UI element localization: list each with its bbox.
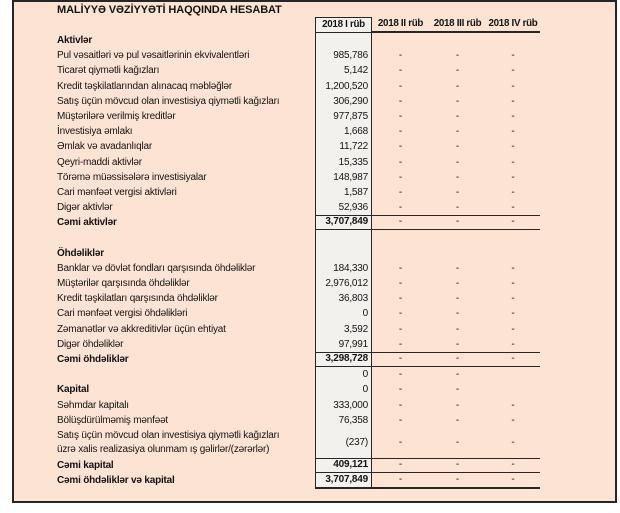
table-row [14,276,615,291]
value-cell-q2 [372,246,429,261]
row-filler [540,382,615,397]
value-cell-q3: - [455,171,460,183]
value-cell-q1: 3,707,849 [315,215,372,230]
value-cell-q3: - [455,278,460,289]
value-cell-q4: - [511,186,515,198]
value-cell-q3: - [455,95,460,107]
value-cell-q2: - [398,369,403,381]
row-label: Satış üçün mövcud olan investisiya qiymətli kağızları üzrə xalis realizasiya olunmam ış gəlirlər/(zərərlər) [57,429,280,456]
value-cell-q2 [372,230,429,245]
value-cell-q2: - [398,414,403,426]
value-cell-q2: - [398,436,403,448]
row-filler [540,413,615,428]
value-cell-q2 [372,33,429,48]
row-label: Törəmə müəssisələrə investisiyalar [57,171,207,183]
value-cell-q2: - [398,399,403,411]
value-cell-q2: - [398,262,403,274]
value-cell-q4: - [511,262,515,274]
row-label: Kredit təşkilatları qarşısında öhdəliklər [57,293,218,305]
row-label: İnvestisiya əmlakı [57,126,133,138]
table-row [14,79,615,94]
value-cell-q2: - [398,156,403,168]
value-cell-q3: - [455,308,460,320]
value-cell-q3: - [429,473,486,489]
row-label: Cəmi aktivlər [57,217,117,229]
column-header-q1: 2018 I rüb [315,17,372,33]
value-cell-q3: - [455,414,460,426]
value-cell-q1: 52,936 [315,200,372,215]
row-filler [540,352,615,367]
value-cell-q2: - [398,202,403,214]
row-label [14,230,315,245]
value-cell-q3: - [455,436,460,448]
column-header-q4: 2018 IV rüb [486,17,540,33]
value-cell-q3: - [455,80,460,92]
table-row [14,139,615,154]
table-row [14,94,615,109]
value-cell-q2: - [398,141,403,153]
table-row [14,155,615,170]
row-filler [540,261,615,276]
row-filler [540,79,615,94]
value-cell-q2: - [398,338,403,350]
value-cell-q4: - [511,95,515,107]
row-label: Cəmi kapital [57,460,114,472]
row-filler [540,428,615,458]
value-cell-q3: - [455,156,460,168]
value-cell-q2: - [372,352,429,367]
row-filler [540,155,615,170]
row-filler [540,473,615,489]
value-cell-q3: - [455,262,460,274]
table-row [14,215,615,230]
value-cell-q2: - [398,278,403,289]
column-header-q3: 2018 III rüb [429,17,486,33]
table-row [14,413,615,428]
column-header-row [14,17,615,33]
value-cell-q2: - [398,110,403,122]
value-cell-q2: - [398,65,403,77]
row-filler [540,109,615,124]
table-row [14,109,615,124]
row-label: Kredit təşkilatlarından alınacaq məbləğlər [57,80,233,92]
value-cell-q2: - [398,308,403,320]
value-cell-q2: - [398,384,403,396]
value-cell-q3: - [429,352,486,367]
value-cell-q1: 3,592 [315,322,372,337]
value-cell-q4: - [511,293,515,305]
value-cell-q4 [486,33,540,48]
value-cell-q3: - [455,369,460,381]
value-cell-q1: 11,722 [315,139,372,154]
value-cell-q1: (237) [315,428,372,458]
row-label: Səhmdar kapitalı [57,399,129,411]
row-filler [540,48,615,63]
value-cell-q1: 5,142 [315,63,372,78]
row-label: Cəmi öhdəliklər və kapital [57,475,175,487]
value-cell-q1: 306,290 [315,94,372,109]
value-cell-q1: 1,587 [315,185,372,200]
value-cell-q4: - [511,323,515,335]
table-row [14,458,615,473]
value-cell-q4: - [511,202,515,214]
value-cell-q3: - [455,293,460,305]
table-row [14,48,615,63]
table-row [14,170,615,185]
value-cell-q1: 2,976,012 [315,276,372,291]
value-cell-q4: - [486,352,540,367]
financial-statement-table [14,17,615,489]
row-filler [540,458,615,473]
value-cell-q3: - [455,50,460,62]
value-cell-q4: - [511,308,515,320]
table-row [14,322,615,337]
value-cell-q3: - [455,338,460,350]
row-filler [540,230,615,245]
page-title: MALİYYƏ VƏZİYYƏTİ HAQQINDA HESABAT [57,4,282,16]
value-cell-q1: 3,298,728 [315,352,372,367]
value-cell-q2: - [398,80,403,92]
row-label: Digər aktivlər [57,202,113,214]
table-row [14,291,615,306]
value-cell-q4: - [486,473,540,489]
value-cell-q4 [486,382,540,397]
value-cell-q2: - [372,458,429,473]
value-cell-q2: - [398,186,403,198]
row-label: Öhdəliklər [57,247,104,259]
row-label: Bölüşdürülməmiş mənfəət [57,414,169,426]
row-filler [540,33,615,48]
row-filler [540,276,615,291]
row-label: Əmlak və avadanlıqlar [57,141,153,153]
value-cell-q2: - [398,126,403,138]
value-cell-q1: 333,000 [315,398,372,413]
statement-rows [14,33,615,489]
value-cell-q1: 1,668 [315,124,372,139]
row-filler [540,185,615,200]
value-cell-q3: - [455,65,460,77]
value-cell-q3: - [455,323,460,335]
value-cell-q4: - [511,156,515,168]
row-filler [540,367,615,382]
value-cell-q1: 36,803 [315,291,372,306]
value-cell-q4: - [486,458,540,473]
value-cell-q4: - [511,50,515,62]
table-row [14,230,615,245]
value-cell-q1: 0 [315,306,372,321]
row-filler [540,215,615,230]
row-label: Qeyri-maddi aktivlər [57,156,142,168]
value-cell-q4 [486,246,540,261]
table-row [14,473,615,488]
row-filler [540,94,615,109]
row-label: Müştərilər qarşısında öhdəliklər [57,278,190,289]
value-cell-q1: 76,358 [315,413,372,428]
value-cell-q4: - [511,80,515,92]
value-cell-q4: - [511,436,515,448]
value-cell-q3 [429,33,486,48]
row-filler [540,124,615,139]
row-filler [540,63,615,78]
column-header-q2: 2018 II rüb [372,17,429,33]
row-label: Satış üçün mövcud olan investisiya qiymətli kağızları [57,95,280,107]
row-label: Cari mənfəət vergisi öhdəlikləri [57,308,188,320]
value-cell-q3: - [455,186,460,198]
row-label: Zəmanətlər və akkreditivlər üçün ehtiyat [57,323,226,335]
value-cell-q4: - [511,126,515,138]
table-row [14,352,615,367]
row-label: Cəmi öhdəliklər [57,353,129,365]
value-cell-q2: - [372,473,429,489]
value-cell-q3: - [455,110,460,122]
row-label: Müştərilərə verilmiş kreditlər [57,110,176,122]
row-filler [540,139,615,154]
value-cell-q3: - [455,202,460,214]
row-filler [540,398,615,413]
table-row [14,428,615,458]
row-label: Kapital [57,384,89,396]
row-label: Cari mənfəət vergisi aktivləri [57,186,177,198]
row-filler [540,246,615,261]
value-cell-q3 [429,246,486,261]
table-row [14,398,615,413]
row-filler [540,306,615,321]
row-filler [540,322,615,337]
value-cell-q3: - [455,141,460,153]
value-cell-q4: - [511,141,515,153]
row-filler [540,200,615,215]
value-cell-q2: - [372,215,429,230]
row-filler [540,291,615,306]
table-row [14,185,615,200]
value-cell-q1: 0 [315,382,372,397]
statement-sheet [12,0,617,503]
value-cell-q1: 97,991 [315,337,372,352]
value-cell-q2: - [398,293,403,305]
row-label: Digər öhdəliklər [57,338,124,350]
table-row [14,306,615,321]
row-label [14,367,315,382]
value-cell-q4: - [486,215,540,230]
row-label: Ticarət qiymətli kağızları [57,65,160,77]
value-cell-q4: - [511,278,515,289]
value-cell-q1: 15,335 [315,155,372,170]
row-filler [540,170,615,185]
value-cell-q4 [486,230,540,245]
value-cell-q1 [315,33,372,48]
value-cell-q4: - [511,414,515,426]
value-cell-q2: - [398,171,403,183]
table-row [14,246,615,261]
table-row [14,337,615,352]
table-row [14,124,615,139]
value-cell-q1: 184,330 [315,261,372,276]
header-filler [540,17,615,33]
row-filler [540,337,615,352]
value-cell-q4: - [511,399,515,411]
value-cell-q4: - [511,171,515,183]
row-label: Pul vəsaitləri və pul vəsaitlərinin ekvivalentləri [57,50,250,62]
table-row [14,33,615,48]
table-row [14,367,615,382]
header-spacer [14,17,315,33]
value-cell-q1 [315,246,372,261]
value-cell-q1: 0 [315,367,372,382]
value-cell-q4 [486,367,540,382]
row-label: Banklar və dövlət fondları qarşısında öhdəliklər [57,262,256,274]
value-cell-q1: 3,707,849 [315,473,372,489]
table-row [14,63,615,78]
value-cell-q1: 1,200,520 [315,79,372,94]
table-row [14,200,615,215]
value-cell-q2: - [398,323,403,335]
table-row [14,382,615,397]
value-cell-q3: - [455,384,460,396]
table-row [14,261,615,276]
value-cell-q1 [315,230,372,245]
value-cell-q2: - [398,95,403,107]
value-cell-q4: - [511,65,515,77]
value-cell-q3: - [429,458,486,473]
value-cell-q1: 409,121 [315,458,372,473]
value-cell-q3: - [455,126,460,138]
value-cell-q2: - [398,50,403,62]
value-cell-q3 [429,230,486,245]
value-cell-q1: 985,786 [315,48,372,63]
value-cell-q4: - [511,110,515,122]
value-cell-q1: 148,987 [315,170,372,185]
value-cell-q1: 977,875 [315,109,372,124]
row-label: Aktivlər [57,35,93,46]
value-cell-q4: - [511,338,515,350]
value-cell-q3: - [455,399,460,411]
value-cell-q3: - [429,215,486,230]
